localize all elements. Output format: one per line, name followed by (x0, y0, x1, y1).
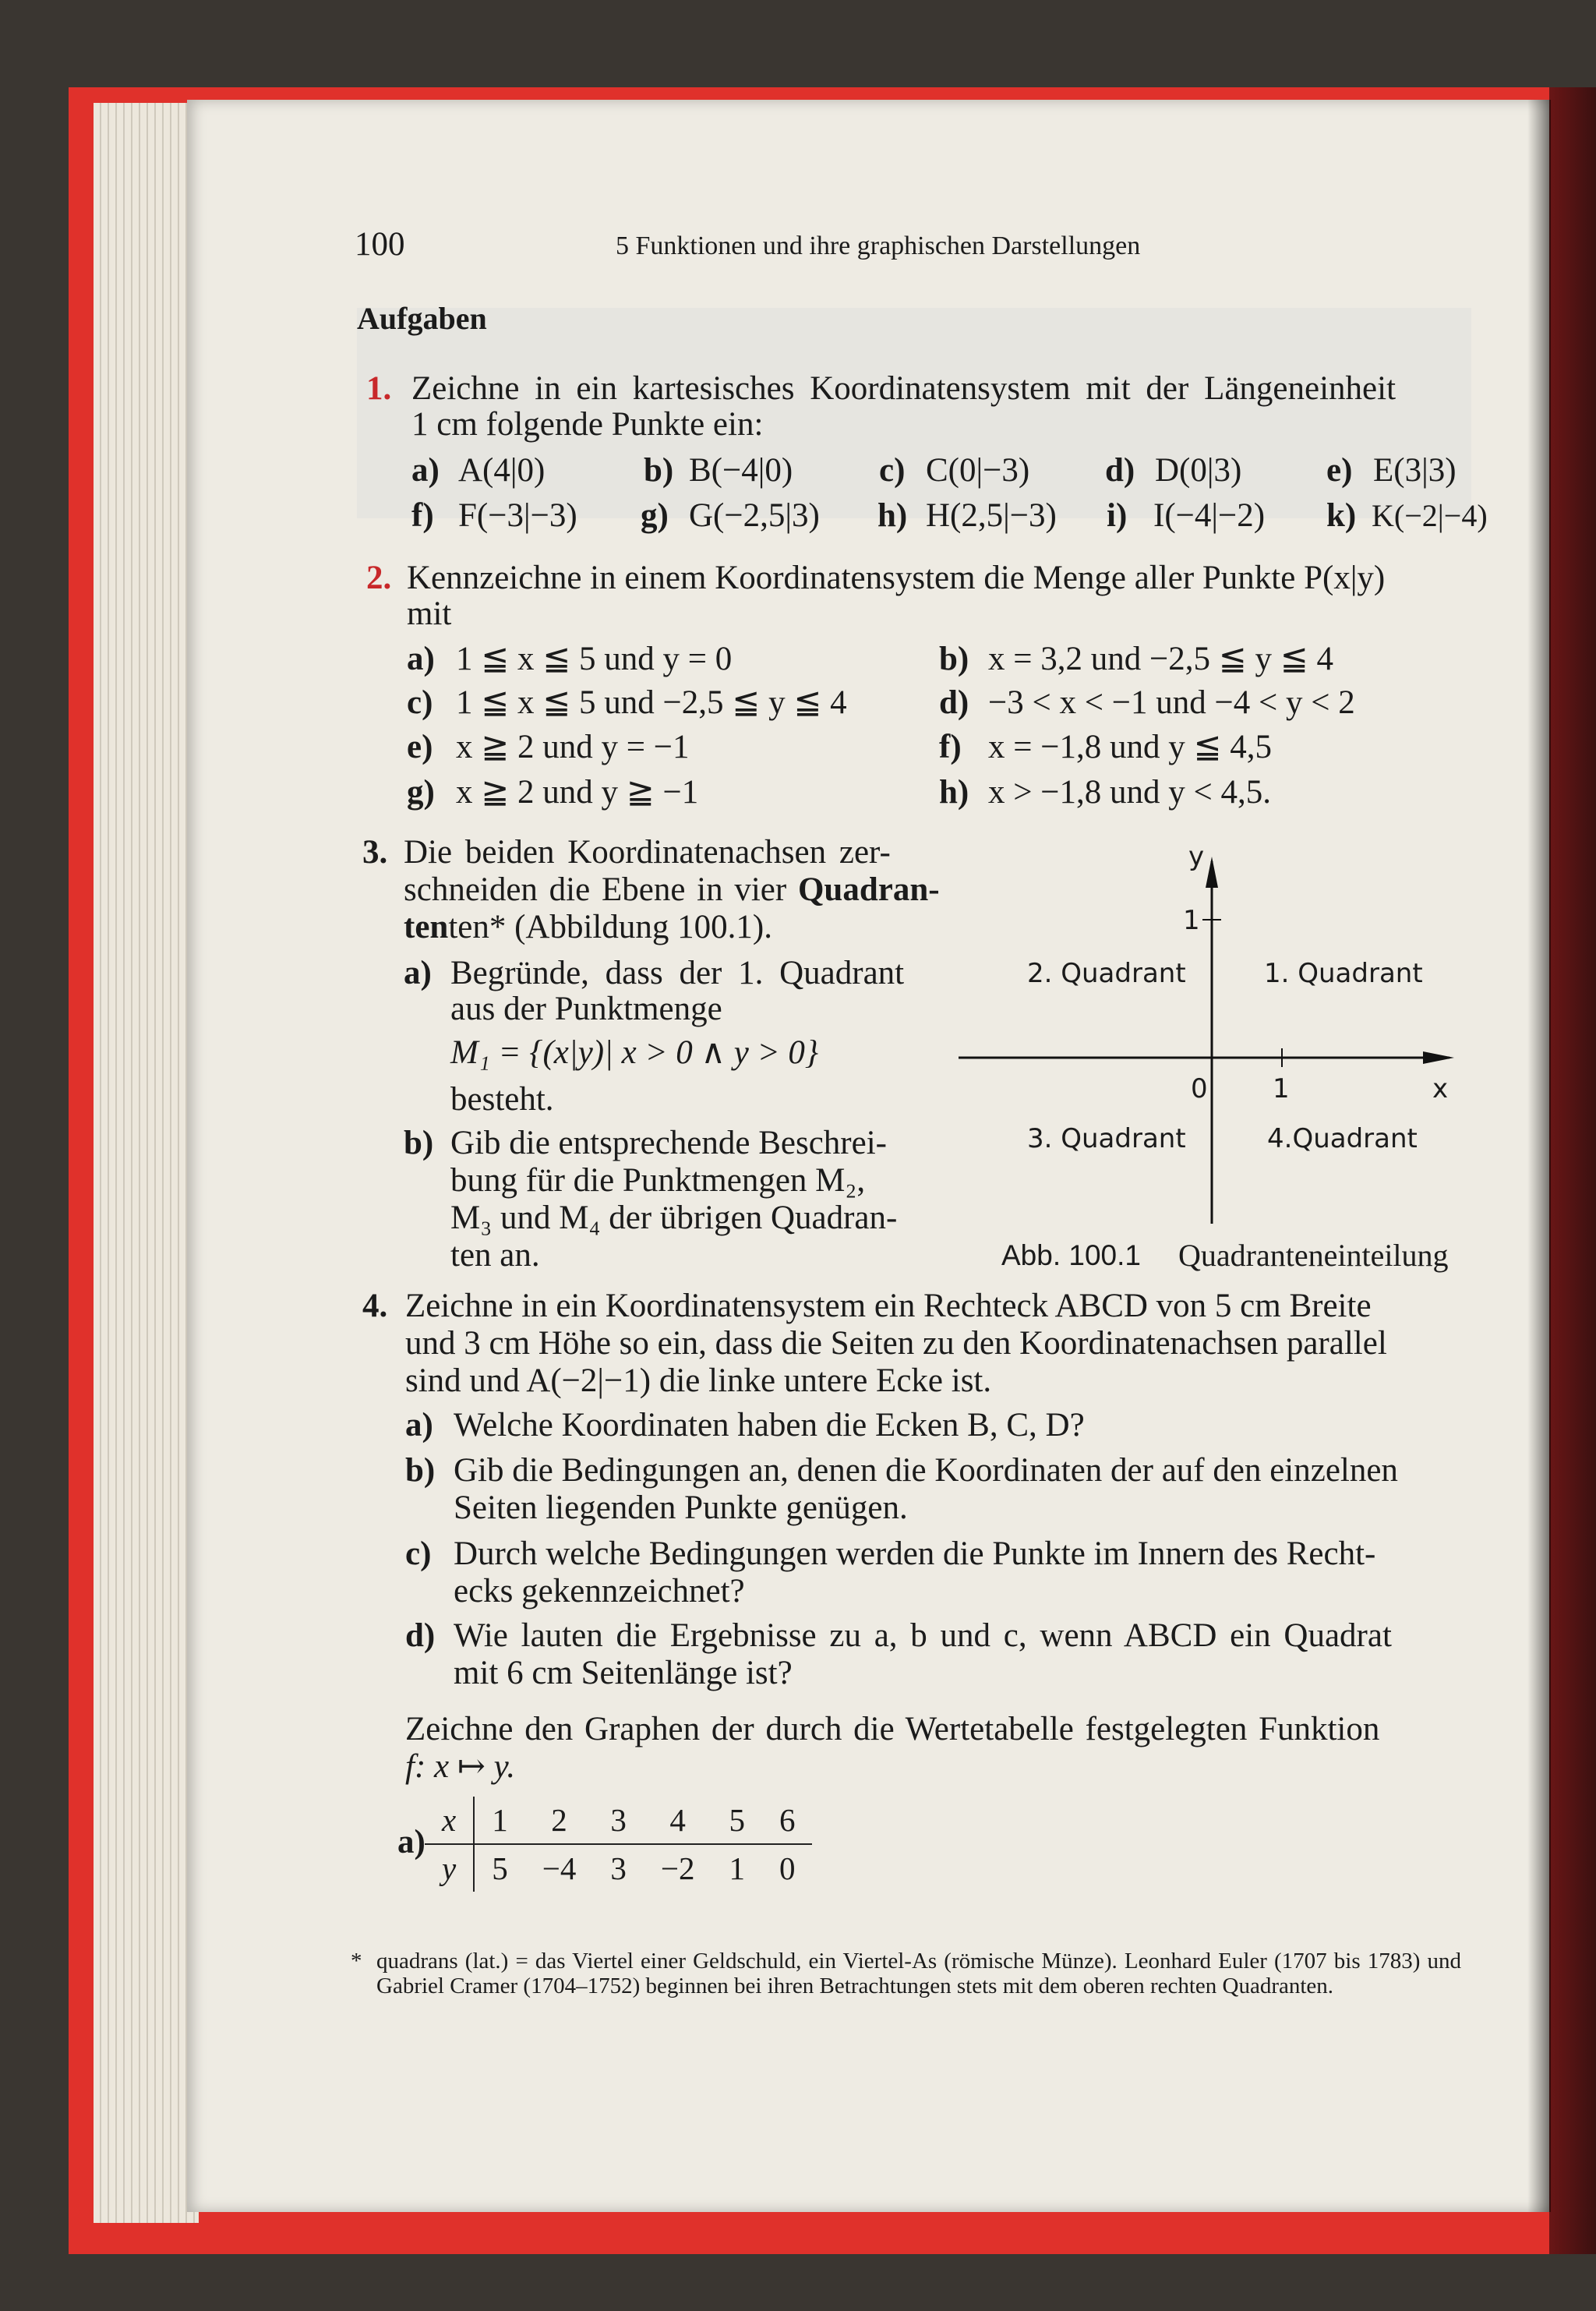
task-1-text: Zeichne in ein kartesisches Koordinatensystem mit der Längeneinheit (411, 370, 1396, 407)
task-3a-text: Begründe, dass der 1. Quadrant (450, 955, 905, 991)
task-3-number: 3. (362, 834, 388, 871)
item-label: c) (879, 452, 906, 489)
task-2-number: 2. (366, 560, 392, 596)
figure-caption-number: Abb. 100.1 (1001, 1239, 1141, 1271)
task-3a-formula: M₁ = {(x|y)| x > 0 ∧ y > 0} (450, 1034, 819, 1071)
value-table-cell: 1 (474, 1797, 525, 1844)
value-table-cell: −2 (660, 1850, 695, 1886)
section-title: Aufgaben (357, 301, 487, 336)
item-label: b) (405, 1452, 436, 1489)
value-table-cell: −4 (542, 1850, 577, 1886)
task-3-text-part: ten* (Abbildung 100.1). (448, 909, 772, 945)
value-table-cell: 2 (525, 1797, 594, 1844)
value-table-header: y (425, 1844, 474, 1892)
item-label: d) (1105, 452, 1135, 489)
task-3-text-part: schneiden die Ebene in vier (404, 871, 798, 908)
quadrant-4-label: 4.Quadrant (1267, 1123, 1418, 1154)
item-label: k) (1326, 497, 1357, 534)
task-4d-text: Wie lauten die Ergebnisse zu a, b und c, wenn ABCD ein Quadrat (454, 1617, 1392, 1654)
y-tick-label: 1 (1183, 905, 1200, 936)
item-label: h) (939, 774, 969, 811)
item-label: e) (407, 729, 433, 765)
item-label: a) (411, 452, 440, 489)
condition: −3 < x < −1 und −4 < y < 2 (988, 684, 1355, 721)
quadrant-1-label: 1. Quadrant (1264, 958, 1423, 989)
task-4-text: und 3 cm Höhe so ein, dass die Seiten zu den Koordinatenachsen parallel (405, 1325, 1387, 1362)
chapter-title: 5 Funktionen und ihre graphischen Darstellungen (616, 231, 1141, 260)
value-table-cell: 1 (729, 1850, 745, 1886)
task-5-text: Zeichne den Graphen der durch die Wertetabelle festgelegten Funktion (405, 1711, 1380, 1747)
task-3-text: Die beiden Koordinatenachsen zer- (404, 834, 891, 871)
item-label: h) (877, 497, 908, 534)
task-3-text (404, 909, 772, 946)
task-1-text: 1 cm folgende Punkte ein: (411, 406, 764, 443)
value-table-cell: 5 (711, 1797, 762, 1844)
task-4-text: Zeichne in ein Koordinatensystem ein Rechteck ABCD von 5 cm Breite (405, 1288, 1372, 1324)
quadrant-2-label: 2. Quadrant (1027, 958, 1186, 989)
item-label: b) (644, 452, 674, 489)
value-table (425, 1797, 812, 1892)
value-table-header: x (425, 1797, 474, 1844)
task-4a-text: Welche Koordinaten haben die Ecken B, C, D? (454, 1407, 1085, 1443)
x-axis-label: x (1432, 1073, 1449, 1104)
page-number: 100 (355, 226, 405, 263)
item-label: i) (1107, 497, 1128, 534)
page-gutter-shadow (1527, 100, 1551, 2212)
task-3b-text: bung für die Punktmengen M₂, (450, 1162, 866, 1199)
task-3b-text: Gib die entsprechende Beschrei- (450, 1125, 887, 1161)
task-2-text: Kennzeichne in einem Koordinatensystem die Menge aller Punkte P(x|y) (407, 560, 1386, 596)
item-label: f) (939, 729, 962, 765)
point: G(−2,5|3) (689, 497, 820, 534)
value-table-cell: 4 (644, 1797, 712, 1844)
value-table-cell: 5 (492, 1850, 508, 1886)
value-table-cell: 3 (593, 1797, 644, 1844)
item-label: d) (939, 684, 969, 721)
task-1-number: 1. (366, 370, 392, 407)
quadrant-3-label: 3. Quadrant (1027, 1123, 1186, 1154)
point: H(2,5|−3) (926, 497, 1057, 534)
task-4-number: 4. (362, 1288, 388, 1324)
task-3b-text: ten an. (450, 1237, 540, 1274)
item-label: a) (404, 955, 432, 991)
book-spine (1549, 87, 1596, 2254)
value-table-cell: 0 (779, 1850, 796, 1886)
task-4c-text: ecks gekennzeichnet? (454, 1573, 745, 1610)
point: E(3|3) (1373, 452, 1457, 489)
task-3-bold-term: Quadran- (797, 871, 940, 908)
task-5-function: f: x ↦ y. (405, 1748, 516, 1785)
condition: x ≧ 2 und y = −1 (456, 729, 690, 765)
condition: 1 ≦ x ≦ 5 und −2,5 ≦ y ≦ 4 (456, 684, 847, 721)
value-table-row-x (425, 1797, 812, 1844)
task-4b-text: Seiten liegenden Punkte genügen. (454, 1489, 908, 1526)
footnote-text: quadrans (lat.) = das Viertel einer Geldschuld, ein Viertel-As (römische Münze). Leonhard Euler (1707 bis 1783) und Gabriel Cramer (1704–1752) beginnen bei ihren Betrachtungen stets mit dem oberen rechten Quadranten. (376, 1949, 1461, 1998)
task-3-text (404, 871, 940, 909)
point: D(0|3) (1155, 452, 1242, 489)
item-label: b) (939, 641, 969, 677)
x-axis-arrow (1423, 1051, 1454, 1064)
condition: x = 3,2 und −2,5 ≦ y ≦ 4 (988, 641, 1334, 677)
task-3a-text: aus der Punktmenge (450, 991, 722, 1027)
point: A(4|0) (458, 452, 546, 489)
task-4d-text: mit 6 cm Seitenlänge ist? (454, 1655, 793, 1691)
task-3b-text: M₃ und M₄ der übrigen Quadran- (450, 1200, 898, 1236)
point: B(−4|0) (689, 452, 793, 489)
page-edges (94, 103, 199, 2223)
point: I(−4|−2) (1153, 497, 1266, 534)
task-4c-text: Durch welche Bedingungen werden die Punkte im Innern des Recht- (454, 1535, 1376, 1572)
item-label: c) (407, 684, 433, 721)
footnote-marker: * (351, 1949, 362, 1974)
item-label: a) (405, 1407, 433, 1443)
y-axis-arrow (1206, 857, 1218, 888)
item-label: g) (641, 497, 669, 534)
value-table-cell: 6 (762, 1797, 813, 1844)
figure-caption-text: Quadranteneinteilung (1178, 1238, 1449, 1273)
task-3-bold-term: ten (404, 909, 449, 945)
item-label: f) (411, 497, 434, 534)
item-label: a) (397, 1824, 425, 1860)
item-label: c) (405, 1535, 432, 1572)
condition: x > −1,8 und y < 4,5. (988, 774, 1272, 811)
task-4-text: sind und A(−2|−1) die linke untere Ecke ist. (405, 1362, 992, 1399)
item-label: d) (405, 1617, 436, 1654)
value-table-row-y (425, 1844, 812, 1892)
item-label: g) (407, 774, 435, 811)
point: C(0|−3) (926, 452, 1030, 489)
task-4b-text: Gib die Bedingungen an, denen die Koordinaten der auf den einzelnen (454, 1452, 1398, 1489)
value-table-cell: 3 (610, 1850, 627, 1886)
item-label: a) (407, 641, 435, 677)
y-axis-label: y (1188, 841, 1205, 872)
item-label: b) (404, 1125, 434, 1161)
condition: x ≧ 2 und y ≧ −1 (456, 774, 699, 811)
item-label: e) (1326, 452, 1353, 489)
condition: 1 ≦ x ≦ 5 und y = 0 (456, 641, 733, 677)
quadrant-figure (959, 830, 1473, 1235)
task-2-text: mit (407, 595, 452, 632)
point: K(−2|−4) (1372, 498, 1488, 533)
condition: x = −1,8 und y ≦ 4,5 (988, 729, 1273, 765)
point: F(−3|−3) (458, 497, 577, 534)
x-tick-label: 1 (1273, 1073, 1290, 1104)
origin-label: 0 (1191, 1073, 1208, 1104)
task-3a-text: besteht. (450, 1081, 554, 1118)
